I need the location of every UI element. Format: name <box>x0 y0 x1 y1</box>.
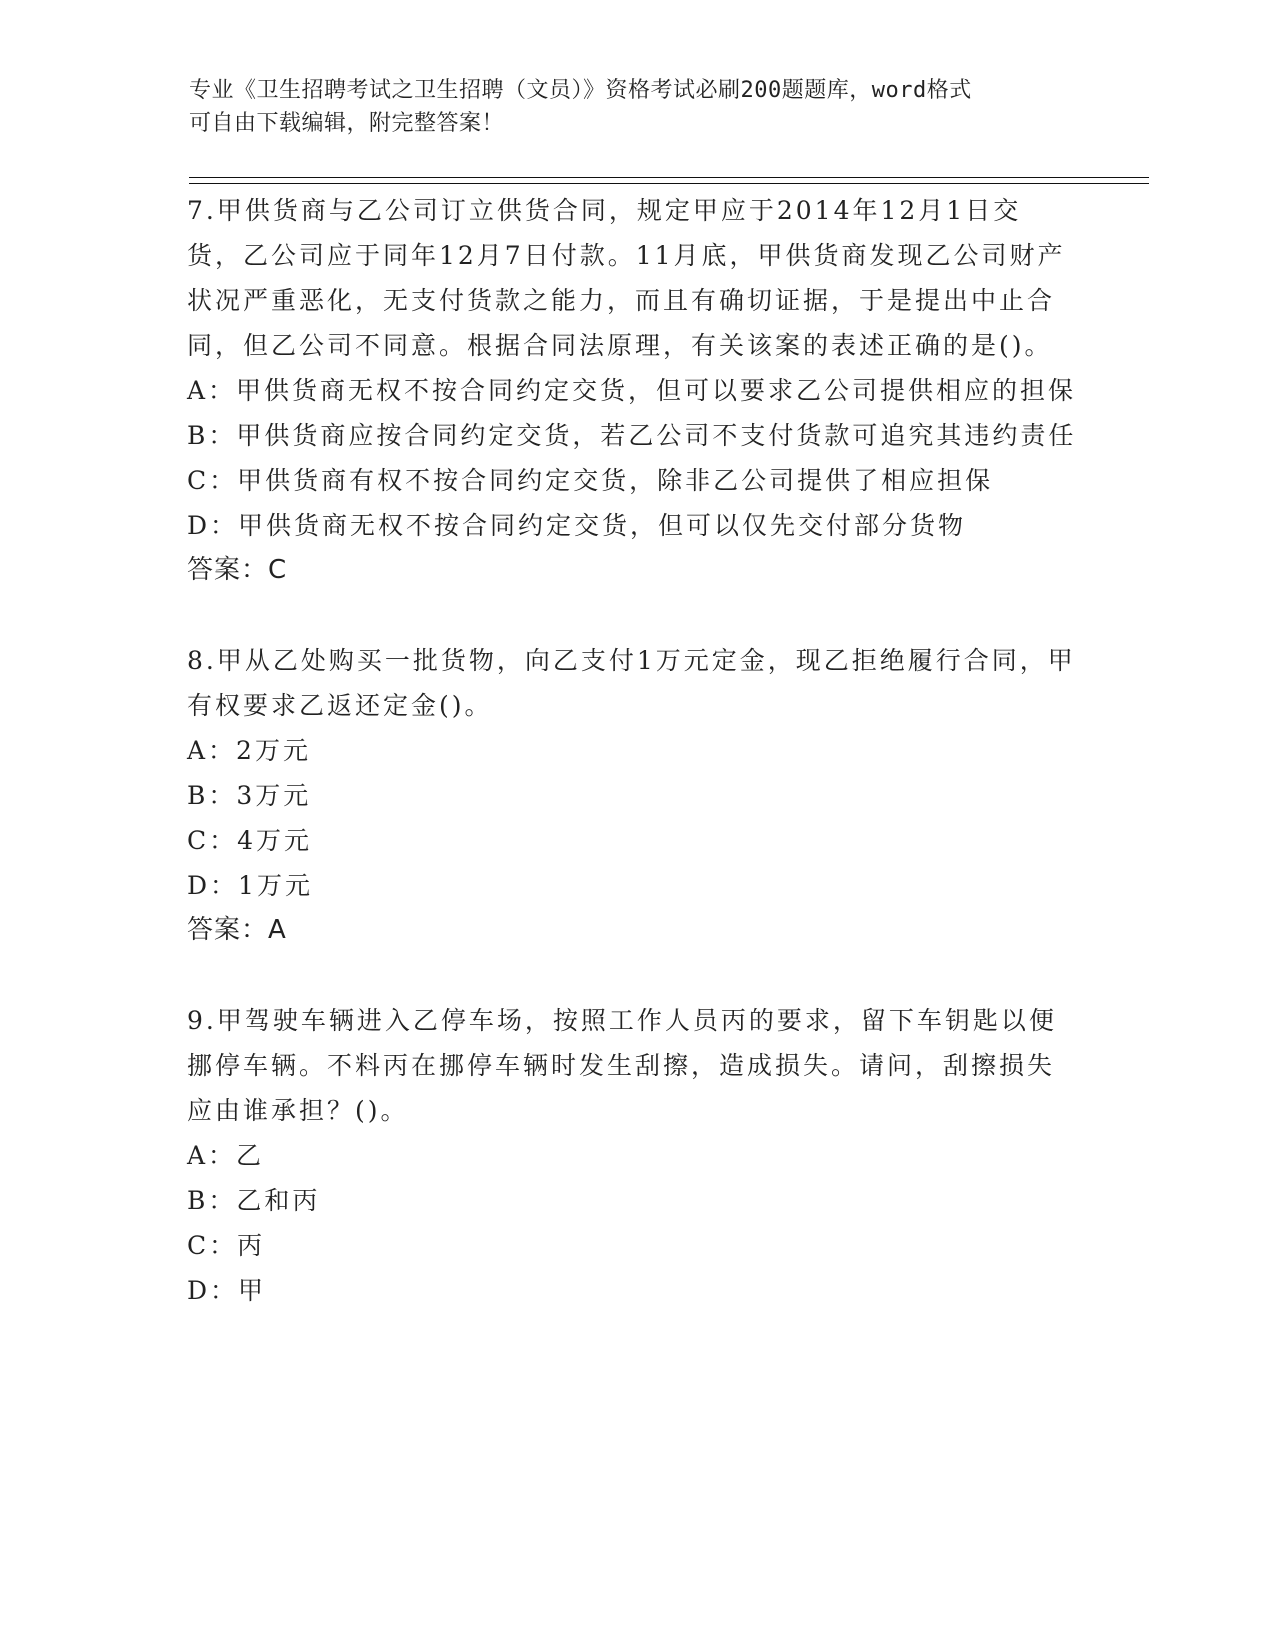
document-header <box>189 74 1089 140</box>
option-c: C：4万元 <box>187 826 313 855</box>
question-8 <box>187 638 1077 953</box>
option-b: B：乙和丙 <box>187 1186 321 1215</box>
option-a: A：甲供货商无权不按合同约定交货，但可以要求乙公司提供相应的担保 <box>187 376 1077 405</box>
header-line-2: 可自由下载编辑，附完整答案！ <box>189 111 505 136</box>
question-9 <box>187 998 1077 1313</box>
question-spacer <box>187 593 1077 638</box>
header-line-1: 专业《卫生招聘考试之卫生招聘（文员）》资格考试必刷200题题库，word格式 <box>189 78 972 103</box>
answer-label: 答案：C <box>187 555 288 585</box>
option-a: A：2万元 <box>187 736 311 765</box>
option-a: A：乙 <box>187 1141 265 1170</box>
header-divider-bottom <box>189 183 1149 184</box>
option-b: B：3万元 <box>187 781 312 810</box>
option-d: D：甲 <box>187 1276 267 1305</box>
header-divider-top <box>189 177 1149 178</box>
question-7 <box>187 188 1077 593</box>
option-c: C：甲供货商有权不按合同约定交货，除非乙公司提供了相应担保 <box>187 466 994 495</box>
question-list <box>187 188 1077 1313</box>
question-text: 8.甲从乙处购买一批货物，向乙支付1万元定金，现乙拒绝履行合同，甲有权要求乙返还定金()。 <box>187 646 1076 720</box>
question-text: 7.甲供货商与乙公司订立供货合同，规定甲应于2014年12月1日交货，乙公司应于同年12月7日付款。11月底，甲供货商发现乙公司财产状况严重恶化，无支付货款之能力，而且有确切证据，于是提出中止合同，但乙公司不同意。根据合同法原理，有关该案的表述正确的是()。 <box>187 196 1066 360</box>
option-b: B：甲供货商应按合同约定交货，若乙公司不支付货款可追究其违约责任 <box>187 421 1077 450</box>
question-text: 9.甲驾驶车辆进入乙停车场，按照工作人员丙的要求，留下车钥匙以便挪停车辆。不料丙在挪停车辆时发生刮擦，造成损失。请问，刮擦损失应由谁承担？()。 <box>187 1006 1057 1125</box>
answer-label: 答案：A <box>187 915 287 945</box>
question-spacer <box>187 953 1077 998</box>
option-c: C：丙 <box>187 1231 266 1260</box>
option-d: D：甲供货商无权不按合同约定交货，但可以仅先交付部分货物 <box>187 511 967 540</box>
option-d: D：1万元 <box>187 871 313 900</box>
